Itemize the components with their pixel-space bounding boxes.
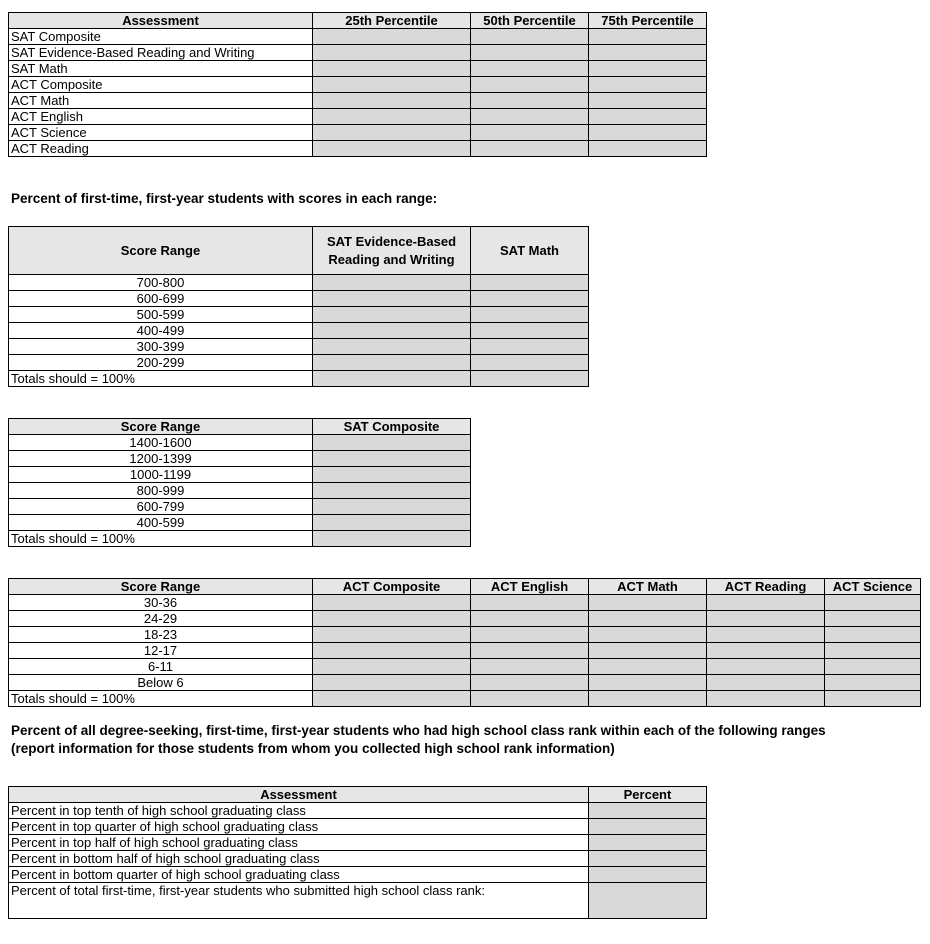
- input-cell[interactable]: [589, 93, 707, 109]
- input-cell[interactable]: [313, 675, 471, 691]
- input-cell[interactable]: [825, 595, 921, 611]
- row-label: SAT Evidence-Based Reading and Writing: [9, 45, 313, 61]
- input-cell[interactable]: [313, 467, 471, 483]
- score-range-label: 500-599: [9, 307, 313, 323]
- input-cell[interactable]: [313, 627, 471, 643]
- table-row: [9, 467, 471, 483]
- input-cell[interactable]: [471, 29, 589, 45]
- input-cell[interactable]: [589, 659, 707, 675]
- class-rank-table: [8, 786, 707, 919]
- input-cell[interactable]: [825, 611, 921, 627]
- input-cell[interactable]: [313, 275, 471, 291]
- header-75th: 75th Percentile: [589, 13, 707, 29]
- percentile-header-row: [9, 13, 707, 29]
- totals-label: Totals should = 100%: [9, 691, 313, 707]
- input-cell[interactable]: [589, 691, 707, 707]
- input-cell[interactable]: [707, 627, 825, 643]
- row-label: ACT Composite: [9, 77, 313, 93]
- table-row: [9, 867, 707, 883]
- input-cell[interactable]: [313, 307, 471, 323]
- input-cell[interactable]: [313, 659, 471, 675]
- score-range-label: 6-11: [9, 659, 313, 675]
- input-cell[interactable]: [589, 109, 707, 125]
- input-cell[interactable]: [589, 819, 707, 835]
- input-cell[interactable]: [589, 611, 707, 627]
- score-range-label: 700-800: [9, 275, 313, 291]
- input-cell[interactable]: [471, 675, 589, 691]
- row-label: SAT Composite: [9, 29, 313, 45]
- input-cell[interactable]: [313, 355, 471, 371]
- input-cell[interactable]: [313, 93, 471, 109]
- input-cell[interactable]: [589, 643, 707, 659]
- table-row: [9, 355, 589, 371]
- table-row: [9, 77, 707, 93]
- input-cell[interactable]: [589, 851, 707, 867]
- input-cell[interactable]: [825, 627, 921, 643]
- input-cell[interactable]: [313, 291, 471, 307]
- input-cell[interactable]: [471, 307, 589, 323]
- input-cell[interactable]: [825, 643, 921, 659]
- table-row: [9, 93, 707, 109]
- input-cell[interactable]: [471, 291, 589, 307]
- score-range-label: 24-29: [9, 611, 313, 627]
- input-cell[interactable]: [471, 611, 589, 627]
- input-cell[interactable]: [707, 675, 825, 691]
- input-cell[interactable]: [471, 627, 589, 643]
- score-range-label: 400-499: [9, 323, 313, 339]
- table-row: [9, 323, 589, 339]
- input-cell[interactable]: [313, 371, 471, 387]
- class-rank-header-row: [9, 787, 707, 803]
- input-cell[interactable]: [313, 691, 471, 707]
- input-cell[interactable]: [313, 323, 471, 339]
- row-label: SAT Math: [9, 61, 313, 77]
- sat-composite-header-row: [9, 419, 471, 435]
- table-row: [9, 595, 921, 611]
- header-act-science: ACT Science: [825, 579, 921, 595]
- row-label: Percent in top tenth of high school graduating class: [9, 803, 589, 819]
- input-cell[interactable]: [313, 499, 471, 515]
- table-row: [9, 435, 471, 451]
- input-cell[interactable]: [471, 371, 589, 387]
- header-act-composite: ACT Composite: [313, 579, 471, 595]
- table-row: [9, 515, 471, 531]
- table-row: [9, 659, 921, 675]
- score-range-caption: Percent of first-time, first-year students with scores in each range:: [11, 191, 438, 206]
- table-row: [9, 125, 707, 141]
- input-cell[interactable]: [589, 803, 707, 819]
- input-cell[interactable]: [589, 45, 707, 61]
- input-cell[interactable]: [471, 125, 589, 141]
- table-row: [9, 109, 707, 125]
- input-cell[interactable]: [825, 675, 921, 691]
- input-cell[interactable]: [313, 451, 471, 467]
- header-assessment: Assessment: [9, 13, 313, 29]
- input-cell[interactable]: [471, 595, 589, 611]
- totals-row: [9, 531, 471, 547]
- row-label: ACT Reading: [9, 141, 313, 157]
- table-row: [9, 499, 471, 515]
- class-rank-caption: Percent of all degree-seeking, first-time, first-year students who had high school class rank within each of the following ranges (report information for those students from whom you collected high school rank information): [11, 723, 826, 756]
- input-cell[interactable]: [471, 77, 589, 93]
- score-range-label: 18-23: [9, 627, 313, 643]
- table-row: [9, 483, 471, 499]
- header-score-range: Score Range: [9, 419, 313, 435]
- table-row: [9, 675, 921, 691]
- input-cell[interactable]: [707, 643, 825, 659]
- input-cell[interactable]: [589, 835, 707, 851]
- header-sat-math: SAT Math: [471, 227, 589, 275]
- table-row: [9, 643, 921, 659]
- input-cell[interactable]: [707, 691, 825, 707]
- score-range-label: 1200-1399: [9, 451, 313, 467]
- row-label: ACT English: [9, 109, 313, 125]
- header-percent: Percent: [589, 787, 707, 803]
- input-cell[interactable]: [471, 691, 589, 707]
- row-label: Percent in top half of high school graduating class: [9, 835, 589, 851]
- input-cell[interactable]: [313, 435, 471, 451]
- row-label: ACT Science: [9, 125, 313, 141]
- act-score-table: [8, 578, 921, 707]
- header-assessment: Assessment: [9, 787, 589, 803]
- percentile-table: [8, 12, 707, 157]
- header-score-range: Score Range: [9, 579, 313, 595]
- sat-composite-score-table: [8, 418, 471, 547]
- input-cell[interactable]: [707, 659, 825, 675]
- input-cell[interactable]: [589, 61, 707, 77]
- input-cell[interactable]: [589, 867, 707, 883]
- input-cell[interactable]: [589, 595, 707, 611]
- row-label: ACT Math: [9, 93, 313, 109]
- totals-label: Totals should = 100%: [9, 531, 313, 547]
- input-cell[interactable]: [313, 45, 471, 61]
- input-cell[interactable]: [707, 611, 825, 627]
- input-cell[interactable]: [589, 627, 707, 643]
- input-cell[interactable]: [471, 643, 589, 659]
- table-row: [9, 819, 707, 835]
- table-row: [9, 803, 707, 819]
- score-range-label: 800-999: [9, 483, 313, 499]
- table-row: [9, 141, 707, 157]
- score-range-label: 400-599: [9, 515, 313, 531]
- score-range-label: Below 6: [9, 675, 313, 691]
- input-cell[interactable]: [313, 141, 471, 157]
- input-cell[interactable]: [471, 339, 589, 355]
- header-score-range: Score Range: [9, 227, 313, 275]
- table-row: [9, 307, 589, 323]
- input-cell[interactable]: [313, 29, 471, 45]
- table-row: [9, 611, 921, 627]
- totals-row: [9, 691, 921, 707]
- table-row: [9, 29, 707, 45]
- score-range-label: 1000-1199: [9, 467, 313, 483]
- table-row: [9, 291, 589, 307]
- table-row: [9, 627, 921, 643]
- input-cell[interactable]: [313, 515, 471, 531]
- input-cell[interactable]: [471, 45, 589, 61]
- table-row: [9, 851, 707, 867]
- input-cell[interactable]: [471, 141, 589, 157]
- totals-label: Totals should = 100%: [9, 371, 313, 387]
- row-label: Percent of total first-time, first-year students who submitted high school class rank:: [9, 883, 589, 919]
- sat-section-score-table: [8, 226, 589, 387]
- table-row: [9, 61, 707, 77]
- input-cell[interactable]: [589, 675, 707, 691]
- input-cell[interactable]: [313, 339, 471, 355]
- input-cell[interactable]: [313, 483, 471, 499]
- header-25th: 25th Percentile: [313, 13, 471, 29]
- score-range-label: 12-17: [9, 643, 313, 659]
- act-header-row: [9, 579, 921, 595]
- input-cell[interactable]: [313, 595, 471, 611]
- sat-section-header-row: [9, 227, 589, 275]
- input-cell[interactable]: [589, 125, 707, 141]
- score-range-label: 30-36: [9, 595, 313, 611]
- input-cell[interactable]: [471, 355, 589, 371]
- table-row: [9, 339, 589, 355]
- input-cell[interactable]: [313, 611, 471, 627]
- input-cell[interactable]: [313, 125, 471, 141]
- input-cell[interactable]: [471, 93, 589, 109]
- header-act-math: ACT Math: [589, 579, 707, 595]
- input-cell[interactable]: [589, 77, 707, 93]
- input-cell[interactable]: [313, 643, 471, 659]
- score-range-label: 600-699: [9, 291, 313, 307]
- table-row: [9, 835, 707, 851]
- totals-row: [9, 371, 589, 387]
- input-cell[interactable]: [707, 595, 825, 611]
- table-row: [9, 275, 589, 291]
- score-range-label: 600-799: [9, 499, 313, 515]
- input-cell[interactable]: [471, 275, 589, 291]
- input-cell[interactable]: [825, 691, 921, 707]
- table-row: [9, 883, 707, 919]
- input-cell[interactable]: [313, 61, 471, 77]
- input-cell[interactable]: [313, 77, 471, 93]
- input-cell[interactable]: [589, 883, 707, 919]
- input-cell[interactable]: [471, 61, 589, 77]
- score-range-label: 200-299: [9, 355, 313, 371]
- row-label: Percent in bottom half of high school graduating class: [9, 851, 589, 867]
- row-label: Percent in bottom quarter of high school graduating class: [9, 867, 589, 883]
- header-act-reading: ACT Reading: [707, 579, 825, 595]
- input-cell[interactable]: [313, 109, 471, 125]
- score-range-label: 1400-1600: [9, 435, 313, 451]
- input-cell[interactable]: [471, 109, 589, 125]
- header-sat-ebrw: SAT Evidence-Based Reading and Writing: [313, 227, 471, 275]
- input-cell[interactable]: [471, 323, 589, 339]
- input-cell[interactable]: [471, 659, 589, 675]
- table-row: [9, 451, 471, 467]
- input-cell[interactable]: [313, 531, 471, 547]
- input-cell[interactable]: [589, 141, 707, 157]
- score-range-label: 300-399: [9, 339, 313, 355]
- header-50th: 50th Percentile: [471, 13, 589, 29]
- input-cell[interactable]: [825, 659, 921, 675]
- row-label: Percent in top quarter of high school graduating class: [9, 819, 589, 835]
- input-cell[interactable]: [589, 29, 707, 45]
- header-sat-composite: SAT Composite: [313, 419, 471, 435]
- header-act-english: ACT English: [471, 579, 589, 595]
- table-row: [9, 45, 707, 61]
